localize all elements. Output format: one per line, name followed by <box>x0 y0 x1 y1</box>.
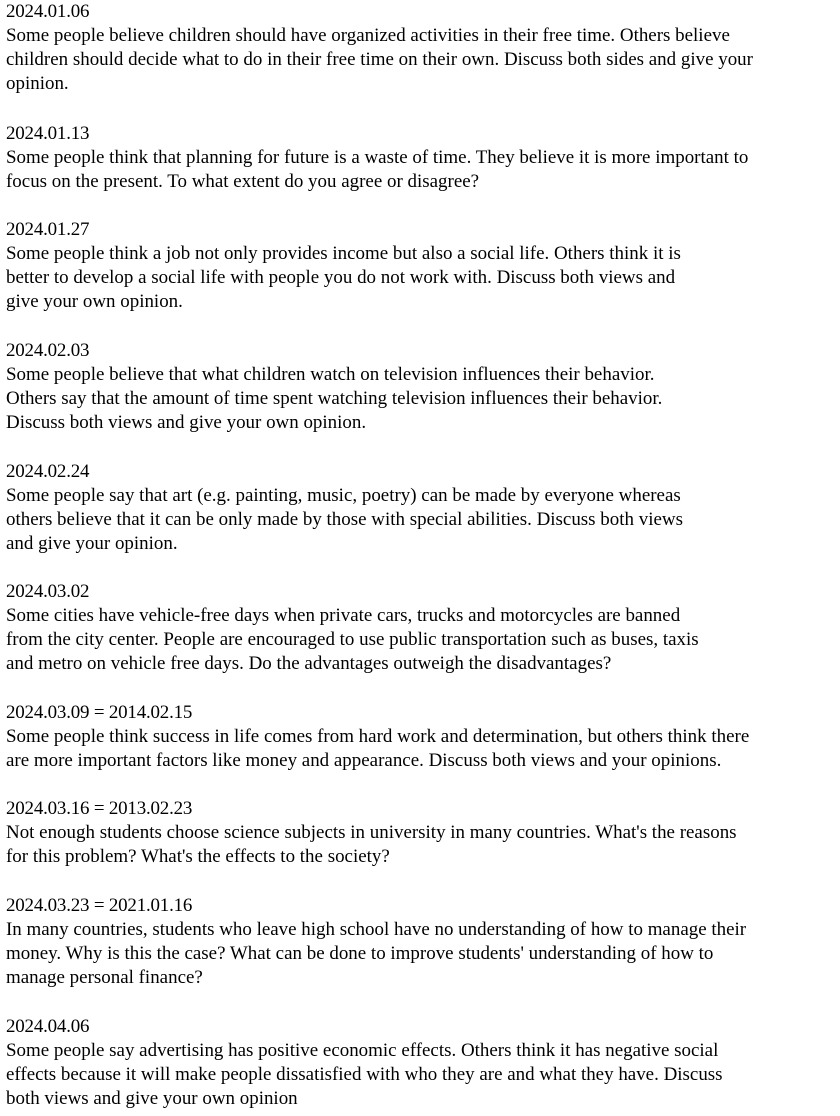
entry-text <box>6 918 838 990</box>
text-line: In many countries, students who leave high school have no understanding of how to manage their <box>6 919 747 940</box>
text-line: money. Why is this the case? What can be done to improve students' understanding of how to <box>6 943 714 964</box>
entry <box>6 701 838 773</box>
entry <box>6 797 838 869</box>
text-line: Some cities have vehicle-free days when private cars, trucks and motorcycles are banned <box>6 605 681 626</box>
text-line: for this problem? What's the effects to the society? <box>6 846 390 867</box>
entry-date: 2024.02.24 <box>6 461 90 482</box>
text-line: give your own opinion. <box>6 291 183 312</box>
text-line: opinion. <box>6 73 69 94</box>
text-line: Discuss both views and give your own opinion. <box>6 412 367 433</box>
entry-date: 2024.01.06 <box>6 1 90 22</box>
entry-text <box>6 725 838 773</box>
entry <box>6 460 838 556</box>
entry-text <box>6 821 838 869</box>
text-line: and metro on vehicle free days. Do the advantages outweigh the disadvantages? <box>6 653 612 674</box>
entry <box>6 218 838 314</box>
entry-text <box>6 363 838 435</box>
text-line: both views and give your own opinion <box>6 1088 298 1109</box>
text-line: Some people say that art (e.g. painting, music, poetry) can be made by everyone whereas <box>6 485 681 506</box>
entry-text <box>6 484 838 556</box>
text-line: are more important factors like money and appearance. Discuss both views and your opinions. <box>6 750 722 771</box>
text-line: Some people think a job not only provides income but also a social life. Others think it is <box>6 243 681 264</box>
text-line: Some people believe children should have organized activities in their free time. Others believe <box>6 25 730 46</box>
text-line: Some people say advertising has positive economic effects. Others think it has negative social <box>6 1040 719 1061</box>
entry-text <box>6 604 838 676</box>
entry-date: 2024.03.09 = 2014.02.15 <box>6 702 193 723</box>
entry <box>6 580 838 676</box>
entry <box>6 339 838 435</box>
text-line: others believe that it can be only made by those with special abilities. Discuss both views <box>6 509 683 530</box>
text-line: manage personal finance? <box>6 967 203 988</box>
text-line: effects because it will make people dissatisfied with who they are and what they have. Discuss <box>6 1064 723 1085</box>
text-line: from the city center. People are encouraged to use public transportation such as buses, taxis <box>6 629 699 650</box>
text-line: Some people believe that what children watch on television influences their behavior. <box>6 364 655 385</box>
text-line: Some people think that planning for future is a waste of time. They believe it is more important to <box>6 147 749 168</box>
text-line: Not enough students choose science subjects in university in many countries. What's the reasons <box>6 822 737 843</box>
entry-date: 2024.03.02 <box>6 581 90 602</box>
entry <box>6 1015 838 1111</box>
text-line: Others say that the amount of time spent watching television influences their behavior. <box>6 388 663 409</box>
text-line: and give your opinion. <box>6 533 178 554</box>
entry <box>6 894 838 990</box>
entry-date: 2024.03.16 = 2013.02.23 <box>6 798 193 819</box>
text-line: children should decide what to do in their free time on their own. Discuss both sides and give your <box>6 49 753 70</box>
entry-date: 2024.02.03 <box>6 340 90 361</box>
text-line: better to develop a social life with people you do not work with. Discuss both views and <box>6 267 676 288</box>
text-line: focus on the present. To what extent do you agree or disagree? <box>6 171 480 192</box>
text-line: Some people think success in life comes from hard work and determination, but others think there <box>6 726 750 747</box>
entry-date: 2024.01.27 <box>6 219 90 240</box>
entry <box>6 122 838 194</box>
entry-text <box>6 1039 838 1111</box>
entry-text <box>6 242 838 314</box>
entry-date: 2024.01.13 <box>6 123 90 144</box>
entry-date: 2024.03.23 = 2021.01.16 <box>6 895 193 916</box>
entry-date: 2024.04.06 <box>6 1016 90 1037</box>
entry-text <box>6 24 838 96</box>
entry <box>6 0 838 96</box>
entry-text <box>6 146 838 194</box>
